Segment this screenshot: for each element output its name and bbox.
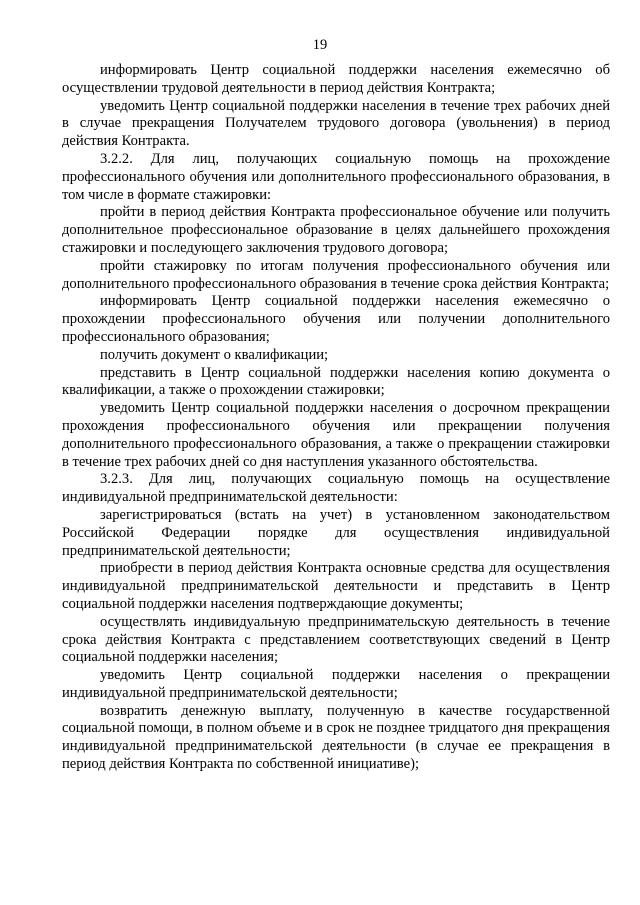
paragraph-notify-business-termination: уведомить Центр социальной поддержки населения о прекращении индивидуальной предпринимательской деятельности;	[62, 667, 610, 701]
paragraph-notify-early-termination: уведомить Центр социальной поддержки населения о досрочном прекращении прохождения профессионального обучения или прекращении получения дополнительного профессионального образования, а также о прекращении стажировки в течение трех рабочих дней со дня наступления указанного обстоятельства.	[62, 400, 610, 470]
page-number: 19	[312, 37, 328, 53]
paragraph-notify-dismissal: уведомить Центр социальной поддержки населения в течение трех рабочих дней в случае прекращения Получателем трудового договора (увольнения) в период действия Контракта.	[62, 97, 610, 150]
paragraph-submit-qualification: представить в Центр социальной поддержки населения копию документа о квалификации, а также о прохождении стажировки;	[62, 364, 610, 399]
paragraph-complete-training: пройти в период действия Контракта профессиональное обучение или получить дополнительное профессиональное образование в целях дальнейшего прохождения стажировки и последующего заключения трудового договора;	[62, 204, 610, 256]
paragraph-complete-internship: пройти стажировку по итогам получения профессионального обучения или дополнительного профессионального образования в течение срока действия Контракта;	[62, 257, 610, 292]
paragraph-inform-training: информировать Центр социальной поддержки населения ежемесячно о прохождении профессионального обучения или получении дополнительного профессионального образования;	[62, 293, 610, 345]
paragraph-conduct-business: осуществлять индивидуальную предпринимательскую деятельность в течение срока действия Контракта с представлением соответствующих сведений в Центр социальной поддержки населения;	[62, 613, 610, 666]
paragraph-return-payment: возвратить денежную выплату, полученную в качестве государственной социальной помощи, в полном объеме и в срок не позднее тридцатого дня прекращения индивидуальной предпринимательской деятельности (в случае ее прекращения в период действия Контракта по собственной инициативе);	[62, 702, 610, 773]
paragraph-get-qualification: получить документ о квалификации;	[100, 346, 329, 363]
document-body	[62, 62, 610, 774]
paragraph-register-business: зарегистрироваться (встать на учет) в установленном законодательством Российской Федерации порядке для осуществления индивидуальной предпринимательской деятельности;	[62, 506, 610, 559]
paragraph-section-3-2-3: 3.2.3. Для лиц, получающих социальную помощь на осуществление индивидуальной предпринимательской деятельности:	[62, 471, 610, 506]
paragraph-acquire-assets: приобрести в период действия Контракта основные средства для осуществления индивидуальной предпринимательской деятельности и представить в Центр социальной поддержки населения подтверждающие документы;	[62, 560, 610, 612]
paragraph-section-3-2-2: 3.2.2. Для лиц, получающих социальную помощь на прохождение профессионального обучения или дополнительного профессионального образования, в том числе в формате стажировки:	[62, 150, 610, 203]
paragraph-inform-employment: информировать Центр социальной поддержки населения ежемесячно об осуществлении трудовой деятельности в период действия Контракта;	[62, 62, 610, 96]
